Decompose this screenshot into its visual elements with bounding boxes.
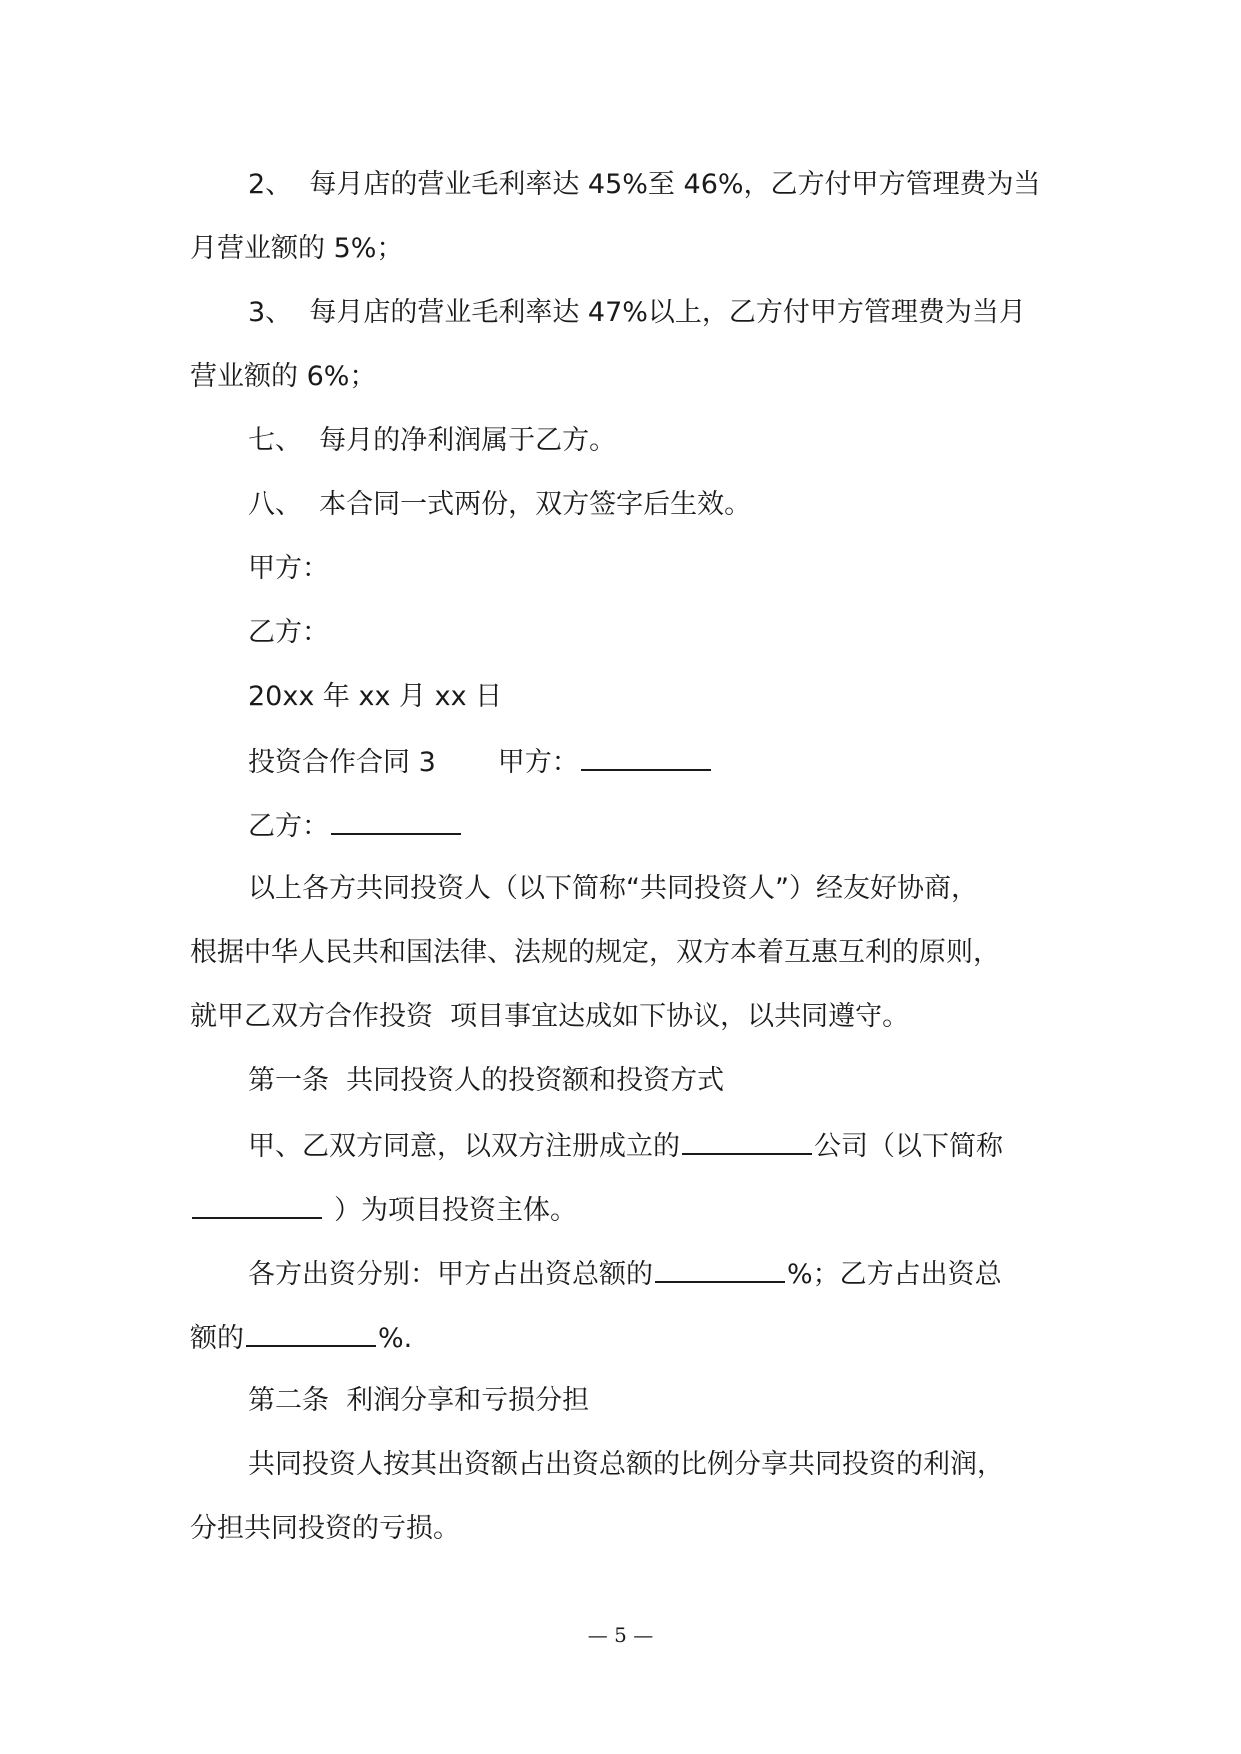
paragraph-line <box>248 1253 1148 1295</box>
paragraph-line <box>190 1189 1150 1231</box>
date-line: 20xx 年 xx 月 xx 日 <box>248 681 503 712</box>
paragraph-line: 营业额的 6%； <box>190 361 377 392</box>
fill-in-blank <box>246 1317 376 1347</box>
paragraph-line: 七、 每月的净利润属于乙方。 <box>248 425 617 456</box>
text-segment: %. <box>378 1323 413 1354</box>
contract-title: 投资合作合同 3 <box>248 747 436 778</box>
paragraph-line: 以上各方共同投资人（以下简称“共同投资人”）经友好协商， <box>248 873 978 904</box>
fill-in-blank <box>655 1253 785 1283</box>
paragraph-line: 月营业额的 5%； <box>190 233 404 264</box>
paragraph-line: 2、 每月店的营业毛利率达 45%至 46%，乙方付甲方管理费为当 <box>248 169 1041 200</box>
text-segment: 额的 <box>190 1323 244 1354</box>
party-a-label: 甲方： <box>497 747 579 778</box>
party-b-label: 乙方： <box>248 811 329 842</box>
paragraph-line: 共同投资人按其出资额占出资总额的比例分享共同投资的利润， <box>248 1449 1004 1480</box>
paragraph-line: 八、 本合同一式两份，双方签字后生效。 <box>248 489 752 520</box>
paragraph-line: 根据中华人民共和国法律、法规的规定，双方本着互惠互利的原则， <box>190 937 1000 968</box>
paragraph-line <box>248 1125 1148 1167</box>
page-number: — 5 — <box>587 1623 654 1647</box>
text-segment: %；乙方占出资总 <box>787 1259 1002 1290</box>
text-segment: 甲、乙双方同意，以双方注册成立的 <box>248 1131 680 1162</box>
article-heading: 第一条 共同投资人的投资额和投资方式 <box>248 1065 725 1096</box>
fill-in-blank <box>331 805 461 835</box>
fill-in-blank <box>192 1189 322 1219</box>
text-segment: ）为项目投资主体。 <box>334 1195 577 1226</box>
paragraph-line: 就甲乙双方合作投资 项目事宜达成如下协议，以共同遵守。 <box>190 1001 910 1032</box>
paragraph-line: 分担共同投资的亏损。 <box>190 1513 460 1544</box>
party-b-label: 乙方： <box>248 617 329 648</box>
paragraph-line <box>190 1317 1150 1359</box>
contract-title-line <box>248 741 1148 783</box>
paragraph-line: 3、 每月店的营业毛利率达 47%以上，乙方付甲方管理费为当月 <box>248 297 1026 328</box>
party-b-line <box>248 805 1148 847</box>
text-segment: 各方出资分别：甲方占出资总额的 <box>248 1259 653 1290</box>
party-a-label: 甲方： <box>248 553 329 584</box>
fill-in-blank <box>682 1125 812 1155</box>
article-heading: 第二条 利润分享和亏损分担 <box>248 1385 590 1416</box>
fill-in-blank <box>581 741 711 771</box>
text-segment: 公司（以下简称 <box>814 1131 1003 1162</box>
